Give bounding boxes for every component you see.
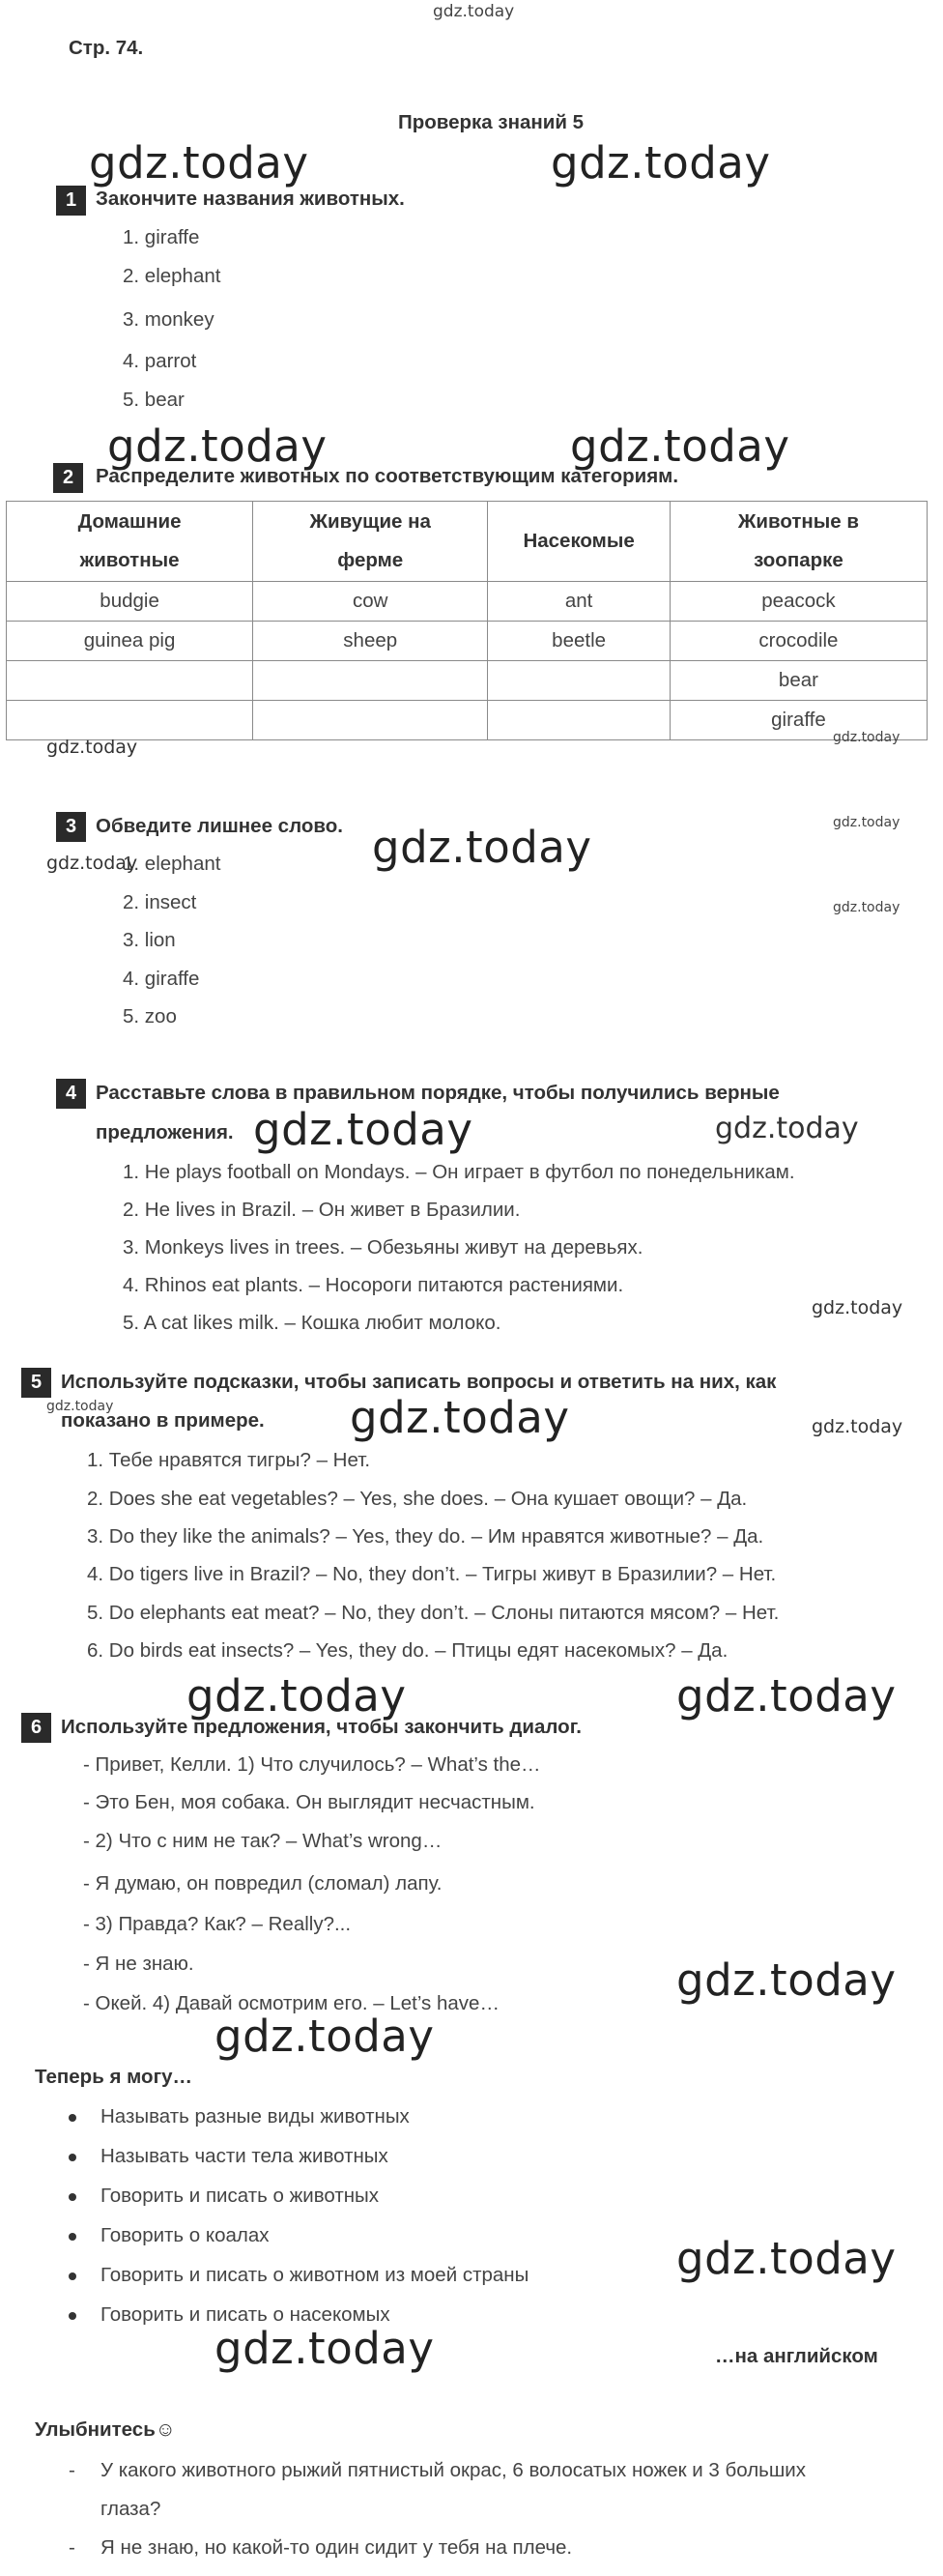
dialog-line: - Это Бен, моя собака. Он выглядит несчастным. xyxy=(83,1791,535,1813)
can-footer: …на английском xyxy=(715,2345,878,2367)
bullet xyxy=(69,2272,76,2280)
list-item: Называть разные виды животных xyxy=(100,2105,410,2127)
list-item: 3. Do they like the animals? – Yes, they do. – Им нравятся животные? – Да. xyxy=(87,1525,764,1548)
table-cell xyxy=(488,701,671,740)
watermark: gdz.today xyxy=(214,2323,435,2374)
list-item: 4. Do tigers live in Brazil? – No, they don’t. – Тигры живут в Бразилии? – Нет. xyxy=(87,1563,777,1585)
header-line: ферме xyxy=(337,549,404,571)
list-item: 2. elephant xyxy=(123,265,221,287)
watermark: gdz.today xyxy=(812,1297,903,1318)
smile-title: Улыбнитесь☺ xyxy=(35,2418,176,2441)
header-line: Живущие на xyxy=(309,510,431,533)
list-item: 4. parrot xyxy=(123,350,197,372)
header-line: Домашние xyxy=(77,510,182,533)
watermark: gdz.today xyxy=(570,420,790,472)
table-cell: guinea pig xyxy=(7,622,253,661)
watermark: gdz.today xyxy=(107,420,328,472)
list-item: 3. lion xyxy=(123,929,176,951)
watermark: gdz.today xyxy=(833,815,900,830)
table-header-row xyxy=(7,502,928,582)
bullet xyxy=(69,2233,76,2241)
table-row xyxy=(7,661,928,701)
watermark: gdz.today xyxy=(676,1954,897,2006)
list-item: 6. Do birds eat insects? – Yes, they do. – Птицы едят насекомых? – Да. xyxy=(87,1639,729,1662)
dialog-line: - Окей. 4) Давай осмотрим его. – Let’s have… xyxy=(83,1992,500,2014)
table-row xyxy=(7,582,928,622)
table-header xyxy=(488,502,671,582)
table-cell: sheep xyxy=(253,622,488,661)
table-cell xyxy=(7,701,253,740)
list-item: Говорить о коалах xyxy=(100,2224,270,2246)
watermark: gdz.today xyxy=(676,1670,897,1722)
section-number: 5 xyxy=(21,1368,51,1398)
list-item: 5. zoo xyxy=(123,1005,177,1028)
table-cell: giraffe xyxy=(670,701,927,740)
list-item: 1. elephant xyxy=(123,853,221,875)
section-title: предложения. xyxy=(96,1121,234,1143)
section-number: 4 xyxy=(56,1079,86,1109)
table-cell: bear xyxy=(670,661,927,701)
bullet xyxy=(69,2114,76,2122)
dialog-line: - Я думаю, он повредил (сломал) лапу. xyxy=(83,1872,443,1895)
table-cell: cow xyxy=(253,582,488,622)
section-number: 6 xyxy=(21,1713,51,1743)
table-cell: crocodile xyxy=(670,622,927,661)
table-header xyxy=(253,502,488,582)
page-title: Проверка знаний 5 xyxy=(398,111,585,133)
table-row xyxy=(7,622,928,661)
list-item: 3. Monkeys lives in trees. – Обезьяны живут на деревьях. xyxy=(123,1236,643,1259)
section-title: Используйте предложения, чтобы закончить диалог. xyxy=(61,1716,582,1738)
header-line: зоопарке xyxy=(754,549,843,571)
watermark: gdz.today xyxy=(186,1670,407,1722)
watermark: gdz.today xyxy=(372,822,592,873)
list-item: 1. giraffe xyxy=(123,226,200,248)
table-cell xyxy=(253,661,488,701)
table-cell xyxy=(253,701,488,740)
list-item: 3. monkey xyxy=(123,308,214,331)
section-number: 1 xyxy=(56,186,86,216)
table-cell: budgie xyxy=(7,582,253,622)
bullet xyxy=(69,2193,76,2201)
table-row xyxy=(7,701,928,740)
list-item: 2. He lives in Brazil. – Он живет в Бразилии. xyxy=(123,1199,521,1221)
list-item: Называть части тела животных xyxy=(100,2145,388,2167)
table-cell xyxy=(488,661,671,701)
list-item: Говорить и писать о животных xyxy=(100,2185,380,2207)
animals-table xyxy=(6,501,928,740)
watermark: gdz.today xyxy=(676,2233,897,2284)
watermark: gdz.today xyxy=(214,2011,435,2062)
list-item: 2. Does she eat vegetables? – Yes, she does. – Она кушает овощи? – Да. xyxy=(87,1488,748,1510)
table-cell xyxy=(7,661,253,701)
section-number: 2 xyxy=(53,463,83,493)
list-item: 5. bear xyxy=(123,389,185,411)
list-item: 4. giraffe xyxy=(123,968,200,990)
watermark: gdz.today xyxy=(833,900,900,915)
watermark: gdz.today xyxy=(833,730,900,745)
bullet xyxy=(69,2312,76,2320)
watermark: gdz.today xyxy=(46,737,138,758)
table-cell: ant xyxy=(488,582,671,622)
list-item: 5. A cat likes milk. – Кошка любит молоко. xyxy=(123,1312,501,1334)
list-item: 4. Rhinos eat plants. – Носороги питаются растениями. xyxy=(123,1274,624,1296)
dialog-line: - Привет, Келли. 1) Что случилось? – What’s the… xyxy=(83,1753,541,1776)
top-watermark: gdz.today xyxy=(433,2,515,21)
header-line: Насекомые xyxy=(523,530,635,552)
table-cell: peacock xyxy=(670,582,927,622)
section-title: Обведите лишнее слово. xyxy=(96,815,343,837)
joke-line: Я не знаю, но какой-то один сидит у тебя на плече. xyxy=(100,2536,573,2559)
dialog-line: - 2) Что с ним не так? – What’s wrong… xyxy=(83,1830,443,1852)
can-title: Теперь я могу… xyxy=(35,2066,193,2088)
watermark: gdz.today xyxy=(812,1416,903,1437)
page-label: Стр. 74. xyxy=(69,37,144,59)
dialog-line: - Я не знаю. xyxy=(83,1953,194,1975)
table-header xyxy=(670,502,927,582)
list-item: Говорить и писать о животном из моей страны xyxy=(100,2264,529,2286)
section-title: Закончите названия животных. xyxy=(96,188,405,210)
watermark: gdz.today xyxy=(89,137,309,188)
section-title: Распределите животных по соответствующим категориям. xyxy=(96,465,679,487)
header-line: Животные в xyxy=(737,510,859,533)
dash: - xyxy=(69,2459,75,2481)
watermark: gdz.today xyxy=(253,1104,473,1155)
joke-line: глаза? xyxy=(100,2498,161,2520)
header-line: животные xyxy=(79,549,180,571)
list-item: 1. Тебе нравятся тигры? – Нет. xyxy=(87,1449,371,1471)
watermark: gdz.today xyxy=(350,1392,570,1443)
watermark: gdz.today xyxy=(46,1399,114,1414)
watermark: gdz.today xyxy=(46,853,138,874)
section-title: Расставьте слова в правильном порядке, чтобы получились верные xyxy=(96,1082,780,1104)
list-item: Говорить и писать о насекомых xyxy=(100,2303,390,2326)
list-item: 5. Do elephants eat meat? – No, they don’t. – Слоны питаются мясом? – Нет. xyxy=(87,1602,780,1624)
bullet xyxy=(69,2154,76,2161)
section-number: 3 xyxy=(56,812,86,842)
dialog-line: - 3) Правда? Как? – Really?... xyxy=(83,1913,352,1935)
dash: - xyxy=(69,2536,75,2559)
list-item: 2. insect xyxy=(123,891,197,913)
table-header xyxy=(7,502,253,582)
joke-line: У какого животного рыжий пятнистый окрас, 6 волосатых ножек и 3 больших xyxy=(100,2459,806,2481)
list-item: 1. He plays football on Mondays. – Он играет в футбол по понедельникам. xyxy=(123,1161,795,1183)
table-cell: beetle xyxy=(488,622,671,661)
section-title: показано в примере. xyxy=(61,1409,265,1432)
watermark: gdz.today xyxy=(715,1112,859,1145)
watermark: gdz.today xyxy=(551,137,771,188)
section-title: Используйте подсказки, чтобы записать вопросы и ответить на них, как xyxy=(61,1371,777,1393)
